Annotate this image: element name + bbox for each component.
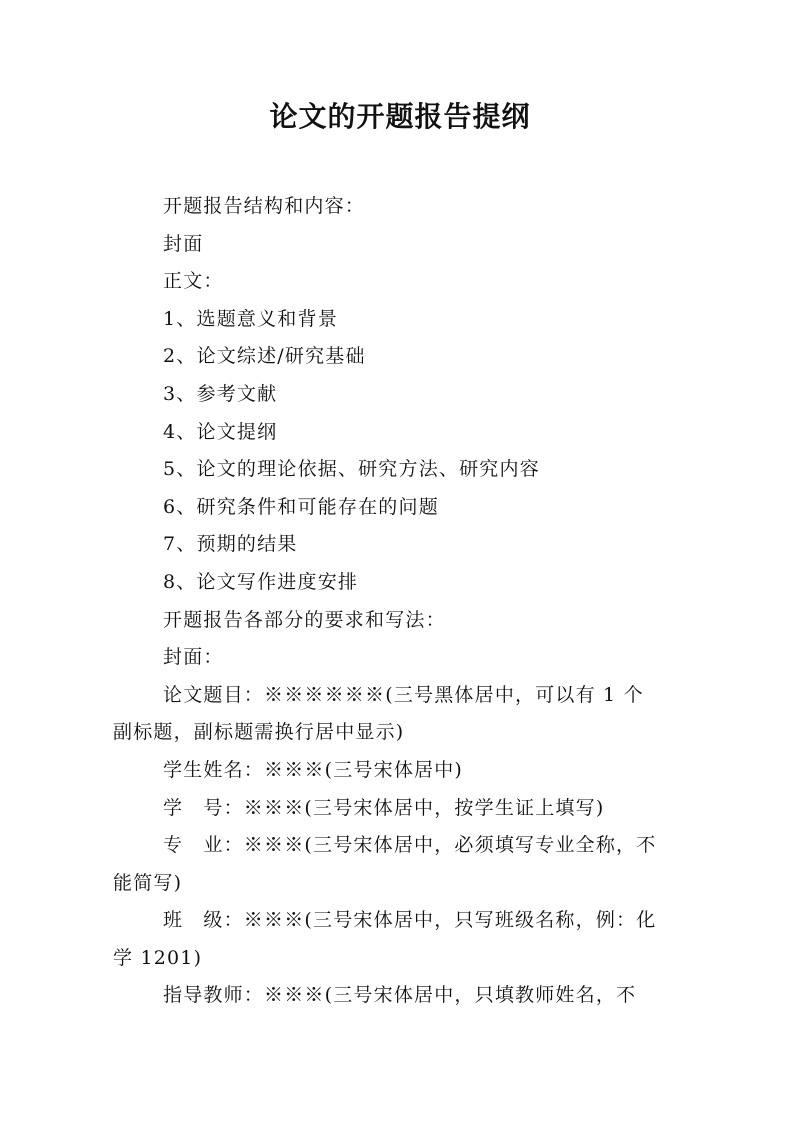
field-student-name: 学生姓名：※※※(三号宋体居中) [163,758,464,781]
list-item-7: 7、预期的结果 [163,533,298,556]
field-thesis-title-cont: 副标题，副标题需换行居中显示) [113,721,405,744]
field-advisor: 指导教师：※※※(三号宋体居中，只填教师姓名，不 [163,984,637,1007]
document-body [113,188,685,1015]
document-title: 论文的开题报告提纲 [269,100,531,133]
section-heading-requirements: 开题报告各部分的要求和写法： [163,608,446,631]
list-item-4: 4、论文提纲 [163,420,278,443]
list-item-6: 6、研究条件和可能存在的问题 [163,495,439,518]
list-item-5: 5、论文的理论依据、研究方法、研究内容 [163,458,540,481]
cover-heading: 封面： [163,646,224,669]
field-student-id: 学 号：※※※(三号宋体居中，按学生证上填写) [163,796,605,819]
field-major-cont: 能简写) [113,871,183,894]
section-heading-structure: 开题报告结构和内容： [163,195,366,217]
field-class: 班 级：※※※(三号宋体居中，只写班级名称，例：化 [163,909,657,932]
field-major: 专 业：※※※(三号宋体居中，必须填写专业全称，不 [163,834,657,857]
list-item-2: 2、论文综述/研究基础 [163,345,366,368]
list-item-main-text: 正文： [163,270,224,293]
field-class-cont: 学 1201) [113,946,203,969]
field-thesis-title: 论文题目：※※※※※※(三号黑体居中，可以有 1 个 [163,683,644,706]
list-item-3: 3、参考文献 [163,382,278,405]
list-item-8: 8、论文写作进度安排 [163,570,359,593]
list-item-1: 1、选题意义和背景 [163,307,338,330]
list-item-cover: 封面 [163,232,204,255]
